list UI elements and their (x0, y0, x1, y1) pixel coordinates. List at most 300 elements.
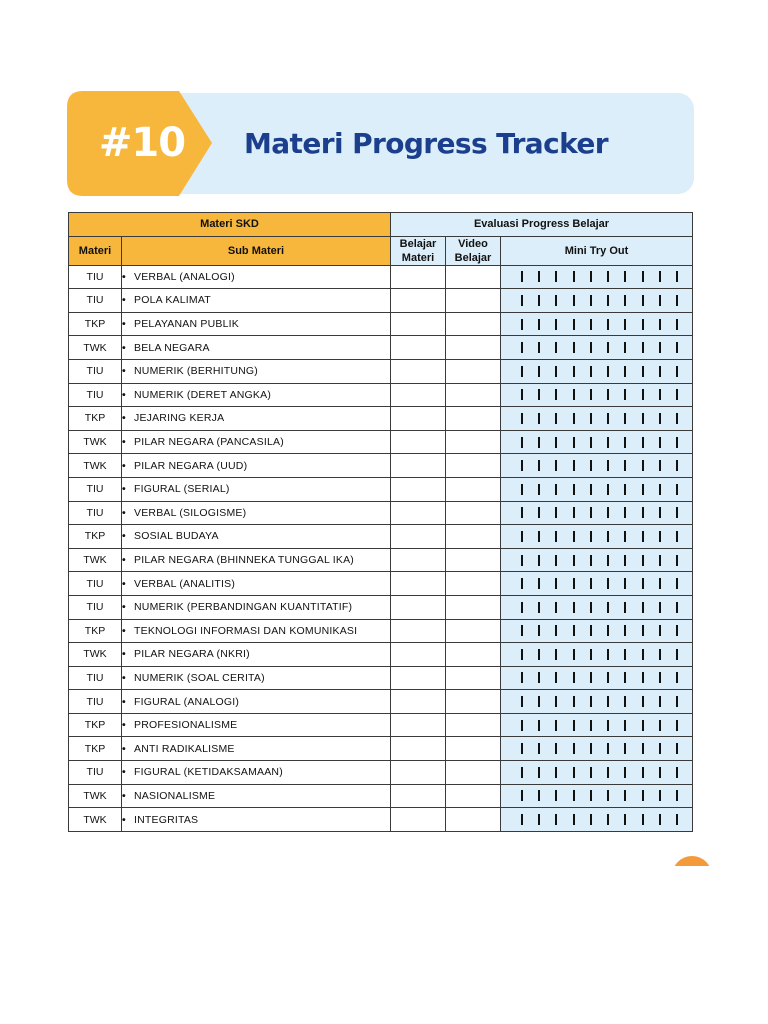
video-belajar-checkbox[interactable] (446, 525, 501, 549)
tally-mark[interactable] (573, 767, 575, 778)
tally-mark[interactable] (607, 460, 609, 471)
tally-mark[interactable] (521, 649, 523, 660)
tally-mark[interactable] (676, 437, 678, 448)
tally-mark[interactable] (624, 720, 626, 731)
belajar-materi-checkbox[interactable] (391, 572, 446, 596)
video-belajar-checkbox[interactable] (446, 572, 501, 596)
tally-mark[interactable] (573, 814, 575, 825)
tally-mark[interactable] (642, 271, 644, 282)
tally-mark[interactable] (659, 696, 661, 707)
tally-mark[interactable] (676, 342, 678, 353)
mini-try-out-tally[interactable] (501, 548, 693, 572)
video-belajar-checkbox[interactable] (446, 359, 501, 383)
tally-mark[interactable] (624, 649, 626, 660)
belajar-materi-checkbox[interactable] (391, 407, 446, 431)
tally-mark[interactable] (521, 767, 523, 778)
video-belajar-checkbox[interactable] (446, 383, 501, 407)
tally-mark[interactable] (676, 743, 678, 754)
tally-mark[interactable] (573, 271, 575, 282)
tally-mark[interactable] (573, 413, 575, 424)
tally-mark[interactable] (521, 507, 523, 518)
video-belajar-checkbox[interactable] (446, 477, 501, 501)
tally-mark[interactable] (538, 555, 540, 566)
tally-mark[interactable] (659, 720, 661, 731)
tally-mark[interactable] (676, 696, 678, 707)
tally-mark[interactable] (624, 578, 626, 589)
tally-mark[interactable] (590, 649, 592, 660)
tally-mark[interactable] (573, 790, 575, 801)
tally-mark[interactable] (521, 531, 523, 542)
tally-mark[interactable] (642, 814, 644, 825)
tally-mark[interactable] (659, 814, 661, 825)
tally-mark[interactable] (573, 295, 575, 306)
tally-mark[interactable] (676, 555, 678, 566)
tally-mark[interactable] (590, 342, 592, 353)
tally-mark[interactable] (590, 625, 592, 636)
tally-mark[interactable] (555, 271, 557, 282)
tally-mark[interactable] (521, 743, 523, 754)
tally-mark[interactable] (676, 460, 678, 471)
tally-mark[interactable] (555, 578, 557, 589)
tally-mark[interactable] (624, 625, 626, 636)
tally-mark[interactable] (538, 507, 540, 518)
tally-mark[interactable] (642, 460, 644, 471)
tally-mark[interactable] (624, 790, 626, 801)
tally-mark[interactable] (521, 389, 523, 400)
tally-mark[interactable] (590, 389, 592, 400)
tally-mark[interactable] (555, 437, 557, 448)
tally-mark[interactable] (573, 342, 575, 353)
tally-mark[interactable] (676, 625, 678, 636)
tally-mark[interactable] (555, 649, 557, 660)
tally-mark[interactable] (607, 767, 609, 778)
tally-mark[interactable] (555, 720, 557, 731)
mini-try-out-tally[interactable] (501, 666, 693, 690)
tally-mark[interactable] (607, 578, 609, 589)
tally-mark[interactable] (659, 790, 661, 801)
tally-mark[interactable] (555, 814, 557, 825)
mini-try-out-tally[interactable] (501, 383, 693, 407)
tally-mark[interactable] (538, 625, 540, 636)
mini-try-out-tally[interactable] (501, 784, 693, 808)
video-belajar-checkbox[interactable] (446, 666, 501, 690)
tally-mark[interactable] (590, 271, 592, 282)
tally-mark[interactable] (659, 767, 661, 778)
tally-mark[interactable] (521, 672, 523, 683)
tally-mark[interactable] (590, 484, 592, 495)
tally-mark[interactable] (607, 366, 609, 377)
mini-try-out-tally[interactable] (501, 619, 693, 643)
tally-mark[interactable] (642, 389, 644, 400)
belajar-materi-checkbox[interactable] (391, 643, 446, 667)
tally-mark[interactable] (642, 790, 644, 801)
tally-mark[interactable] (659, 507, 661, 518)
tally-mark[interactable] (555, 342, 557, 353)
video-belajar-checkbox[interactable] (446, 548, 501, 572)
tally-mark[interactable] (624, 460, 626, 471)
tally-mark[interactable] (607, 484, 609, 495)
mini-try-out-tally[interactable] (501, 430, 693, 454)
tally-mark[interactable] (642, 767, 644, 778)
tally-mark[interactable] (624, 295, 626, 306)
tally-mark[interactable] (590, 295, 592, 306)
tally-mark[interactable] (555, 295, 557, 306)
tally-mark[interactable] (521, 602, 523, 613)
tally-mark[interactable] (642, 484, 644, 495)
tally-mark[interactable] (555, 555, 557, 566)
tally-mark[interactable] (538, 437, 540, 448)
tally-mark[interactable] (659, 413, 661, 424)
mini-try-out-tally[interactable] (501, 525, 693, 549)
tally-mark[interactable] (624, 507, 626, 518)
tally-mark[interactable] (590, 720, 592, 731)
tally-mark[interactable] (590, 413, 592, 424)
belajar-materi-checkbox[interactable] (391, 737, 446, 761)
tally-mark[interactable] (521, 295, 523, 306)
mini-try-out-tally[interactable] (501, 454, 693, 478)
mini-try-out-tally[interactable] (501, 407, 693, 431)
video-belajar-checkbox[interactable] (446, 312, 501, 336)
tally-mark[interactable] (538, 696, 540, 707)
mini-try-out-tally[interactable] (501, 595, 693, 619)
mini-try-out-tally[interactable] (501, 713, 693, 737)
tally-mark[interactable] (555, 531, 557, 542)
tally-mark[interactable] (624, 696, 626, 707)
tally-mark[interactable] (659, 366, 661, 377)
tally-mark[interactable] (624, 814, 626, 825)
tally-mark[interactable] (607, 413, 609, 424)
belajar-materi-checkbox[interactable] (391, 454, 446, 478)
tally-mark[interactable] (521, 555, 523, 566)
tally-mark[interactable] (676, 720, 678, 731)
tally-mark[interactable] (538, 814, 540, 825)
tally-mark[interactable] (590, 507, 592, 518)
tally-mark[interactable] (590, 672, 592, 683)
video-belajar-checkbox[interactable] (446, 501, 501, 525)
tally-mark[interactable] (642, 578, 644, 589)
tally-mark[interactable] (521, 366, 523, 377)
belajar-materi-checkbox[interactable] (391, 265, 446, 289)
tally-mark[interactable] (642, 366, 644, 377)
tally-mark[interactable] (676, 271, 678, 282)
tally-mark[interactable] (555, 484, 557, 495)
tally-mark[interactable] (538, 578, 540, 589)
belajar-materi-checkbox[interactable] (391, 808, 446, 832)
mini-try-out-tally[interactable] (501, 761, 693, 785)
tally-mark[interactable] (642, 625, 644, 636)
tally-mark[interactable] (659, 389, 661, 400)
mini-try-out-tally[interactable] (501, 737, 693, 761)
belajar-materi-checkbox[interactable] (391, 713, 446, 737)
video-belajar-checkbox[interactable] (446, 336, 501, 360)
video-belajar-checkbox[interactable] (446, 643, 501, 667)
tally-mark[interactable] (590, 437, 592, 448)
tally-mark[interactable] (607, 672, 609, 683)
tally-mark[interactable] (607, 271, 609, 282)
tally-mark[interactable] (590, 767, 592, 778)
tally-mark[interactable] (642, 413, 644, 424)
tally-mark[interactable] (624, 389, 626, 400)
tally-mark[interactable] (555, 767, 557, 778)
tally-mark[interactable] (590, 814, 592, 825)
belajar-materi-checkbox[interactable] (391, 690, 446, 714)
video-belajar-checkbox[interactable] (446, 619, 501, 643)
tally-mark[interactable] (521, 720, 523, 731)
tally-mark[interactable] (676, 790, 678, 801)
belajar-materi-checkbox[interactable] (391, 761, 446, 785)
belajar-materi-checkbox[interactable] (391, 430, 446, 454)
tally-mark[interactable] (624, 531, 626, 542)
belajar-materi-checkbox[interactable] (391, 359, 446, 383)
tally-mark[interactable] (573, 319, 575, 330)
tally-mark[interactable] (538, 413, 540, 424)
tally-mark[interactable] (607, 555, 609, 566)
tally-mark[interactable] (573, 507, 575, 518)
tally-mark[interactable] (676, 578, 678, 589)
tally-mark[interactable] (624, 413, 626, 424)
tally-mark[interactable] (676, 531, 678, 542)
tally-mark[interactable] (573, 460, 575, 471)
tally-mark[interactable] (642, 531, 644, 542)
tally-mark[interactable] (590, 366, 592, 377)
tally-mark[interactable] (607, 720, 609, 731)
tally-mark[interactable] (521, 342, 523, 353)
tally-mark[interactable] (555, 625, 557, 636)
tally-mark[interactable] (676, 602, 678, 613)
belajar-materi-checkbox[interactable] (391, 383, 446, 407)
tally-mark[interactable] (538, 649, 540, 660)
tally-mark[interactable] (607, 814, 609, 825)
video-belajar-checkbox[interactable] (446, 265, 501, 289)
tally-mark[interactable] (676, 484, 678, 495)
tally-mark[interactable] (642, 507, 644, 518)
tally-mark[interactable] (607, 790, 609, 801)
tally-mark[interactable] (521, 578, 523, 589)
tally-mark[interactable] (676, 319, 678, 330)
tally-mark[interactable] (521, 625, 523, 636)
tally-mark[interactable] (642, 555, 644, 566)
tally-mark[interactable] (659, 555, 661, 566)
tally-mark[interactable] (555, 602, 557, 613)
tally-mark[interactable] (624, 271, 626, 282)
tally-mark[interactable] (590, 578, 592, 589)
tally-mark[interactable] (538, 767, 540, 778)
tally-mark[interactable] (624, 319, 626, 330)
tally-mark[interactable] (538, 366, 540, 377)
tally-mark[interactable] (573, 437, 575, 448)
tally-mark[interactable] (573, 696, 575, 707)
tally-mark[interactable] (590, 319, 592, 330)
tally-mark[interactable] (590, 602, 592, 613)
tally-mark[interactable] (555, 743, 557, 754)
tally-mark[interactable] (521, 484, 523, 495)
tally-mark[interactable] (642, 319, 644, 330)
tally-mark[interactable] (607, 507, 609, 518)
tally-mark[interactable] (607, 625, 609, 636)
tally-mark[interactable] (538, 602, 540, 613)
tally-mark[interactable] (521, 437, 523, 448)
tally-mark[interactable] (538, 743, 540, 754)
belajar-materi-checkbox[interactable] (391, 312, 446, 336)
tally-mark[interactable] (642, 672, 644, 683)
tally-mark[interactable] (659, 484, 661, 495)
tally-mark[interactable] (624, 767, 626, 778)
tally-mark[interactable] (642, 720, 644, 731)
tally-mark[interactable] (573, 743, 575, 754)
belajar-materi-checkbox[interactable] (391, 525, 446, 549)
belajar-materi-checkbox[interactable] (391, 619, 446, 643)
mini-try-out-tally[interactable] (501, 572, 693, 596)
tally-mark[interactable] (624, 437, 626, 448)
tally-mark[interactable] (521, 271, 523, 282)
tally-mark[interactable] (555, 366, 557, 377)
belajar-materi-checkbox[interactable] (391, 477, 446, 501)
tally-mark[interactable] (642, 696, 644, 707)
tally-mark[interactable] (659, 460, 661, 471)
video-belajar-checkbox[interactable] (446, 430, 501, 454)
tally-mark[interactable] (590, 555, 592, 566)
tally-mark[interactable] (642, 295, 644, 306)
tally-mark[interactable] (642, 602, 644, 613)
mini-try-out-tally[interactable] (501, 808, 693, 832)
tally-mark[interactable] (676, 507, 678, 518)
tally-mark[interactable] (590, 790, 592, 801)
video-belajar-checkbox[interactable] (446, 690, 501, 714)
tally-mark[interactable] (624, 672, 626, 683)
tally-mark[interactable] (607, 602, 609, 613)
tally-mark[interactable] (607, 389, 609, 400)
tally-mark[interactable] (555, 319, 557, 330)
tally-mark[interactable] (676, 413, 678, 424)
tally-mark[interactable] (607, 437, 609, 448)
tally-mark[interactable] (659, 625, 661, 636)
belajar-materi-checkbox[interactable] (391, 595, 446, 619)
tally-mark[interactable] (676, 649, 678, 660)
video-belajar-checkbox[interactable] (446, 784, 501, 808)
tally-mark[interactable] (590, 460, 592, 471)
mini-try-out-tally[interactable] (501, 265, 693, 289)
tally-mark[interactable] (573, 389, 575, 400)
tally-mark[interactable] (624, 342, 626, 353)
tally-mark[interactable] (521, 696, 523, 707)
tally-mark[interactable] (607, 743, 609, 754)
tally-mark[interactable] (521, 814, 523, 825)
belajar-materi-checkbox[interactable] (391, 784, 446, 808)
video-belajar-checkbox[interactable] (446, 454, 501, 478)
tally-mark[interactable] (573, 720, 575, 731)
tally-mark[interactable] (555, 460, 557, 471)
tally-mark[interactable] (538, 790, 540, 801)
tally-mark[interactable] (642, 743, 644, 754)
tally-mark[interactable] (624, 743, 626, 754)
tally-mark[interactable] (659, 602, 661, 613)
tally-mark[interactable] (538, 720, 540, 731)
tally-mark[interactable] (659, 271, 661, 282)
tally-mark[interactable] (624, 555, 626, 566)
tally-mark[interactable] (521, 319, 523, 330)
tally-mark[interactable] (676, 389, 678, 400)
tally-mark[interactable] (538, 271, 540, 282)
tally-mark[interactable] (573, 484, 575, 495)
tally-mark[interactable] (659, 531, 661, 542)
mini-try-out-tally[interactable] (501, 643, 693, 667)
tally-mark[interactable] (607, 319, 609, 330)
tally-mark[interactable] (590, 743, 592, 754)
tally-mark[interactable] (624, 366, 626, 377)
mini-try-out-tally[interactable] (501, 501, 693, 525)
video-belajar-checkbox[interactable] (446, 407, 501, 431)
tally-mark[interactable] (590, 696, 592, 707)
tally-mark[interactable] (676, 366, 678, 377)
tally-mark[interactable] (538, 389, 540, 400)
tally-mark[interactable] (659, 319, 661, 330)
tally-mark[interactable] (607, 696, 609, 707)
tally-mark[interactable] (538, 484, 540, 495)
video-belajar-checkbox[interactable] (446, 737, 501, 761)
tally-mark[interactable] (659, 342, 661, 353)
belajar-materi-checkbox[interactable] (391, 336, 446, 360)
tally-mark[interactable] (555, 672, 557, 683)
tally-mark[interactable] (676, 295, 678, 306)
tally-mark[interactable] (642, 649, 644, 660)
tally-mark[interactable] (573, 555, 575, 566)
tally-mark[interactable] (624, 484, 626, 495)
mini-try-out-tally[interactable] (501, 477, 693, 501)
tally-mark[interactable] (607, 295, 609, 306)
tally-mark[interactable] (538, 460, 540, 471)
tally-mark[interactable] (659, 743, 661, 754)
tally-mark[interactable] (573, 672, 575, 683)
belajar-materi-checkbox[interactable] (391, 548, 446, 572)
tally-mark[interactable] (659, 295, 661, 306)
tally-mark[interactable] (659, 437, 661, 448)
video-belajar-checkbox[interactable] (446, 808, 501, 832)
tally-mark[interactable] (555, 790, 557, 801)
mini-try-out-tally[interactable] (501, 359, 693, 383)
tally-mark[interactable] (538, 295, 540, 306)
tally-mark[interactable] (521, 460, 523, 471)
tally-mark[interactable] (555, 696, 557, 707)
mini-try-out-tally[interactable] (501, 289, 693, 313)
tally-mark[interactable] (555, 413, 557, 424)
tally-mark[interactable] (590, 531, 592, 542)
mini-try-out-tally[interactable] (501, 312, 693, 336)
tally-mark[interactable] (538, 672, 540, 683)
video-belajar-checkbox[interactable] (446, 595, 501, 619)
tally-mark[interactable] (676, 814, 678, 825)
tally-mark[interactable] (659, 672, 661, 683)
tally-mark[interactable] (624, 602, 626, 613)
belajar-materi-checkbox[interactable] (391, 289, 446, 313)
video-belajar-checkbox[interactable] (446, 761, 501, 785)
tally-mark[interactable] (642, 437, 644, 448)
belajar-materi-checkbox[interactable] (391, 666, 446, 690)
tally-mark[interactable] (676, 672, 678, 683)
mini-try-out-tally[interactable] (501, 336, 693, 360)
tally-mark[interactable] (659, 578, 661, 589)
tally-mark[interactable] (573, 531, 575, 542)
tally-mark[interactable] (659, 649, 661, 660)
tally-mark[interactable] (607, 531, 609, 542)
tally-mark[interactable] (538, 342, 540, 353)
mini-try-out-tally[interactable] (501, 690, 693, 714)
tally-mark[interactable] (573, 625, 575, 636)
tally-mark[interactable] (538, 531, 540, 542)
tally-mark[interactable] (573, 649, 575, 660)
tally-mark[interactable] (521, 790, 523, 801)
tally-mark[interactable] (521, 413, 523, 424)
video-belajar-checkbox[interactable] (446, 289, 501, 313)
